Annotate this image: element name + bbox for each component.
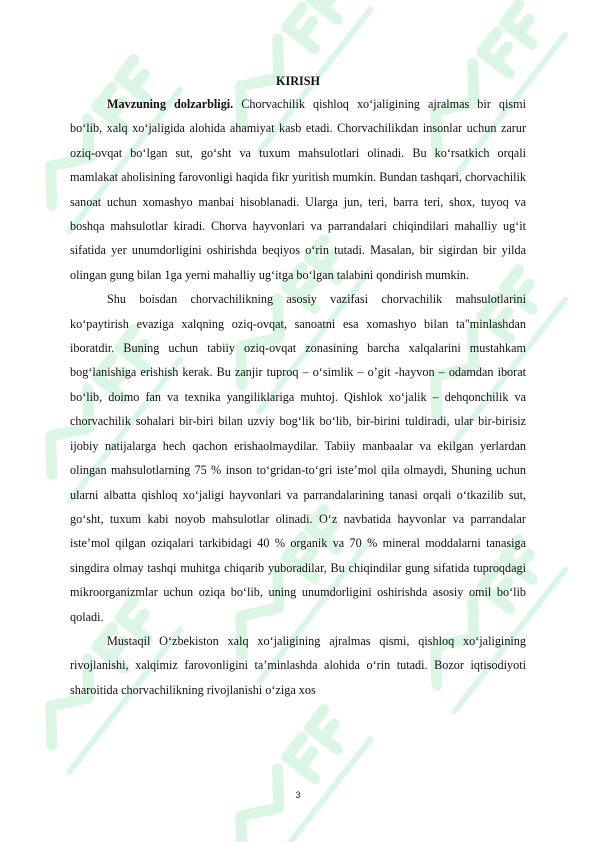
document-body bbox=[70, 70, 526, 702]
paragraph-3 bbox=[70, 629, 526, 702]
watermark-mark bbox=[216, 706, 370, 842]
paragraph-1 bbox=[70, 92, 526, 287]
paragraph-lead: Mavzuning dolzarbligi. bbox=[107, 97, 234, 111]
paragraph-text: Shu boisdan chorvachilikning asosiy vazifasi chorvachilik mahsulotlarini ko‘paytirish evaziga xalqning oziq-ovqat, sanoatni esa xomashyo bilan ta"minlashdan iboratdir. Buning uchun tabiiy oziq-ovqat zonasining barcha xalqalarini mustahkam bog‘lanishiga erishish kerak. Bu zanjir tuproq – o‘simlik – o’git -hayvon – odamdan iborat bo‘lib, doimo fan va texnika yangiliklariga muhtoj. Qishlok xo‘jalik – dehqonchilik va chorvachilik sohalari bir-biri bilan uzviy bog‘lik bo‘lib, bir-birini tuldiradi, ular bir-birisiz ijobiy natijalarga hech qachon erishaolmaydilar. Tabiiy manbaalar va ekilgan yerlardan olingan mahsulotlarning 75 % inson to‘gridan-to‘gri iste’mol qila olmaydi, Shuning uchun ularni albatta qishloq xo‘jaligi hayvonlari va parrandalarining tanasi orqali o‘tkazilib sut, go‘sht, tuxum kabi noyob mahsulotlar olinadi. O‘z navbatida hayvonlar va parrandalar iste’mol qilgan oziqalari tarkibidagi 40 % organik va 70 % mineral moddalarni tanasiga singdira olmay tashqi muhitga chiqarib yuboradilar, Bu chiqindilar gung sifatida tuproqdagi mikroorganizmlar uchun oziqa bo‘lib, uning unumdorligini oshirishda asosiy omil bo‘lib qoladi. bbox=[70, 292, 526, 624]
paragraph-text: Mustaqil O‘zbekiston xalq xo‘jaligining ajralmas qismi, qishloq xo‘jaligining rivojlanishi, xalqimiz farovonligini ta’minlashda alohida o‘rin tutadi. Bozor iqtisodiyoti sharoitida chorvachilikning rivojlanishi o‘ziga xos bbox=[70, 633, 526, 697]
page-number: 3 bbox=[295, 790, 301, 800]
section-title: KIRISH bbox=[275, 74, 321, 88]
paragraph-text: Chorvachilik qishloq xo‘jaligining ajralmas bir qismi bo‘lib, xalq xo‘jaligida alohida ahamiyat kasb etadi. Chorvachilikdan insonlar uchun zarur oziq-ovqat bo‘lgan sut, go‘sht va tuxum mahsulotlari olinadi. Bu ko‘rsatkich orqali mamlakat aholisining farovonligi haqida fikr yuritish mumkin. Bundan tashqari, chorvachilik sanoat uchun xomashyo manbai hisoblanadi. Ularga jun, teri, barra teri, shox, tuyoq va boshqa mahsulotlar kiradi. Chorva hayvonlari va parrandalari chiqindilari mahalliy ug‘it sifatida yer unumdorligini oshirishda beqiyos o‘rin tutadi. Masalan, bir sigirdan bir yilda olingan gung bilan 1ga yerni mahalliy ug‘itga bo‘lgan talabini qondirish mumkin. bbox=[70, 97, 526, 282]
paragraph-2 bbox=[70, 287, 526, 629]
